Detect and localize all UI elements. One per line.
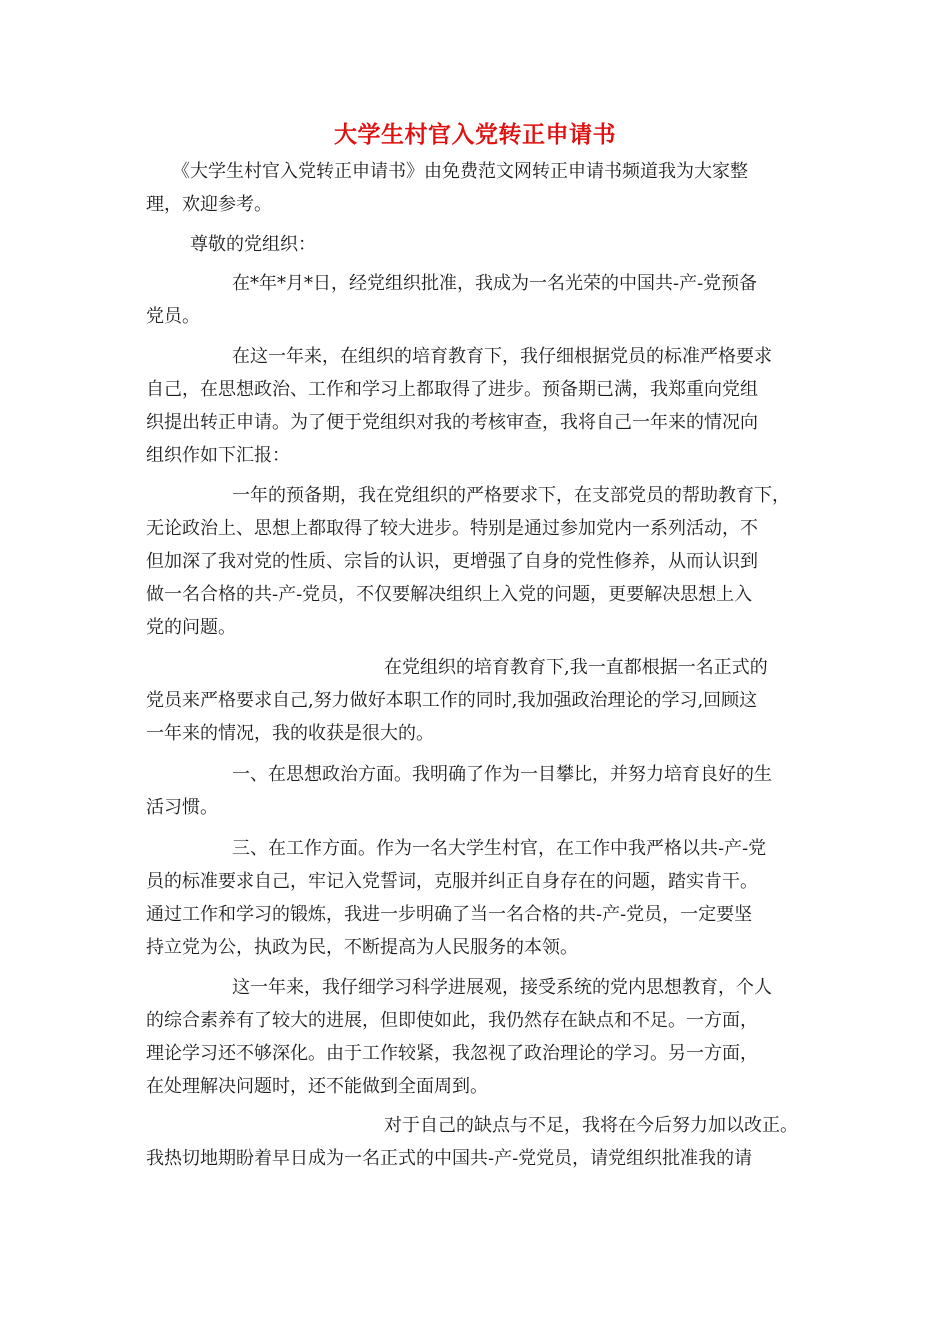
paragraph-line: 一、在思想政治方面。我明确了作为一目攀比，并努力培育良好的生 (232, 764, 772, 785)
paragraph-line: 活习惯。 (146, 797, 218, 818)
paragraph-line: 持立党为公，执政为民，不断提高为人民服务的本领。 (146, 937, 578, 958)
paragraph-line: 组织作如下汇报： (146, 445, 290, 466)
body-paragraph (0, 832, 950, 964)
paragraph-line: 党的问题。 (146, 617, 236, 638)
paragraph-line: 一年的预备期，我在党组织的严格要求下，在支部党员的帮助教育下， (232, 485, 790, 506)
paragraph-line: 理，欢迎参考。 (146, 194, 272, 215)
paragraph-line: 对于自己的缺点与不足，我将在今后努力加以改正。 (384, 1115, 798, 1136)
body-paragraph (0, 479, 950, 644)
paragraph-line: 在处理解决问题时，还不能做到全面周到。 (146, 1076, 488, 1097)
salutation (0, 228, 950, 261)
paragraph-line: 一年来的情况，我的收获是很大的。 (146, 723, 434, 744)
paragraph-line: 但加深了我对党的性质、宗旨的认识，更增强了自身的党性修养，从而认识到 (146, 551, 758, 572)
paragraph-line: 理论学习还不够深化。由于工作较紧，我忽视了政治理论的学习。另一方面， (146, 1043, 758, 1064)
paragraph-line: 员的标准要求自己，牢记入党誓词，克服并纠正自身存在的问题，踏实肯干。 (146, 871, 758, 892)
body-paragraph (0, 1109, 950, 1175)
body-paragraph (0, 340, 950, 472)
paragraph-line: 尊敬的党组织： (190, 234, 316, 255)
intro-paragraph (0, 155, 950, 221)
paragraph-line: 三、在工作方面。作为一名大学生村官，在工作中我严格以共-产-党 (232, 838, 767, 859)
body-paragraph (0, 971, 950, 1103)
paragraph-line: 通过工作和学习的锻炼，我进一步明确了当一名合格的共-产-党员，一定要坚 (146, 904, 753, 925)
paragraph-line: 自己，在思想政治、工作和学习上都取得了进步。预备期已满，我郑重向党组 (146, 379, 758, 400)
paragraph-line: 党员。 (146, 306, 200, 327)
body-paragraph (0, 267, 950, 333)
body-paragraph (0, 651, 950, 750)
paragraph-line: 我热切地期盼着早日成为一名正式的中国共-产-党党员，请党组织批准我的请 (146, 1148, 753, 1169)
paragraph-line: 做一名合格的共-产-党员，不仅要解决组织上入党的问题，更要解决思想上入 (146, 584, 753, 605)
paragraph-line: 无论政治上、思想上都取得了较大进步。特别是通过参加党内一系列活动，不 (146, 518, 758, 539)
paragraph-line: 织提出转正申请。为了便于党组织对我的考核审查，我将自己一年来的情况向 (146, 412, 758, 433)
paragraph-line: 党员来严格要求自己,努力做好本职工作的同时,我加强政治理论的学习,回顾这 (146, 690, 758, 711)
body-paragraph (0, 758, 950, 824)
paragraph-line: 在党组织的培育教育下,我一直都根据一名正式的 (384, 657, 768, 678)
paragraph-line: 的综合素养有了较大的进展，但即使如此，我仍然存在缺点和不足。一方面， (146, 1010, 758, 1031)
paragraph-line: 这一年来，我仔细学习科学进展观，接受系统的党内思想教育，个人 (232, 977, 772, 998)
paragraph-line: 《大学生村官入党转正申请书》由免费范文网转正申请书频道我为大家整 (172, 161, 748, 182)
paragraph-line: 在这一年来，在组织的培育教育下，我仔细根据党员的标准严格要求 (232, 346, 772, 367)
document-title: 大学生村官入党转正申请书 (334, 122, 616, 148)
paragraph-line: 在*年*月*日，经党组织批准，我成为一名光荣的中国共-产-党预备 (232, 273, 758, 294)
